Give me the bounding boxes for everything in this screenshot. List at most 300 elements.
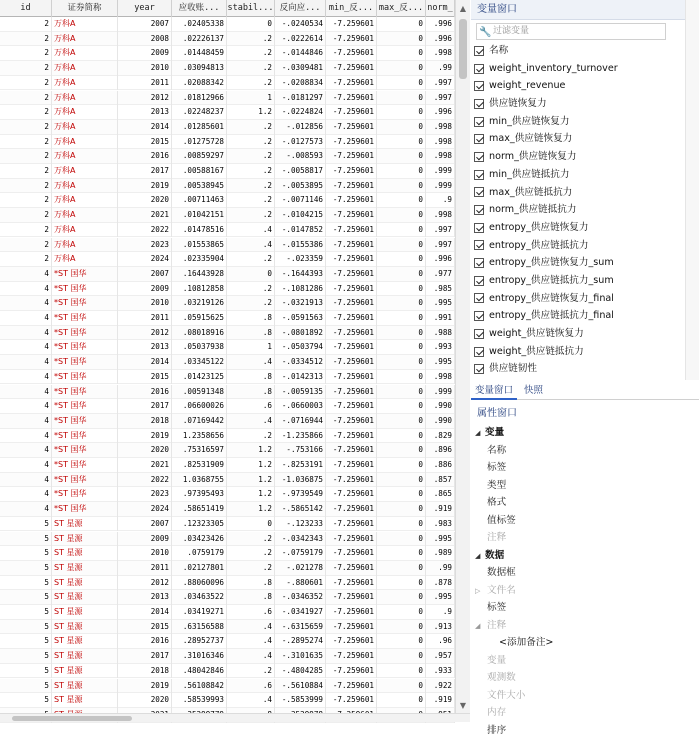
table-row[interactable] [0, 414, 455, 429]
table-cell[interactable]: *ST 国华 [52, 370, 118, 385]
table-cell[interactable]: 5 [0, 546, 52, 561]
table-row[interactable] [0, 223, 455, 238]
table-row[interactable] [0, 517, 455, 532]
table-cell[interactable]: 0 [377, 590, 426, 605]
table-cell[interactable]: 4 [0, 326, 52, 341]
table-cell[interactable]: 0 [377, 193, 426, 208]
table-cell[interactable]: ST 星源 [52, 634, 118, 649]
table-cell[interactable]: .63156588 [172, 620, 227, 635]
table-cell[interactable]: .8 [227, 576, 275, 591]
table-cell[interactable]: .8 [227, 326, 275, 341]
table-cell[interactable]: 万科A [52, 17, 118, 32]
table-cell[interactable]: .01042151 [172, 208, 227, 223]
table-cell[interactable]: -.6315659 [275, 620, 326, 635]
table-cell[interactable]: *ST 国华 [52, 267, 118, 282]
table-cell[interactable]: .829 [426, 429, 455, 444]
variable-list-item[interactable] [474, 237, 668, 255]
table-cell[interactable]: -.0053895 [275, 179, 326, 194]
table-cell[interactable]: .2 [227, 561, 275, 576]
table-cell[interactable]: *ST 国华 [52, 414, 118, 429]
table-cell[interactable]: .01275728 [172, 135, 227, 150]
table-cell[interactable]: .02335904 [172, 252, 227, 267]
table-cell[interactable]: 2019 [118, 179, 172, 194]
table-cell[interactable]: 0 [377, 149, 426, 164]
table-cell[interactable]: -.0181297 [275, 91, 326, 106]
table-cell[interactable]: 0 [377, 649, 426, 664]
table-cell[interactable]: 1 [227, 340, 275, 355]
vertical-scrollbar[interactable] [455, 0, 470, 713]
checkbox[interactable] [474, 311, 484, 321]
table-cell[interactable]: -.023359 [275, 252, 326, 267]
table-row[interactable] [0, 546, 455, 561]
table-cell[interactable]: .896 [426, 443, 455, 458]
table-row[interactable] [0, 473, 455, 488]
collapse-triangle-icon[interactable]: ◢ [475, 548, 485, 566]
table-cell[interactable]: 万科A [52, 164, 118, 179]
table-cell[interactable]: .933 [426, 664, 455, 679]
table-row[interactable] [0, 576, 455, 591]
table-cell[interactable]: -.0660003 [275, 399, 326, 414]
table-cell[interactable]: *ST 国华 [52, 429, 118, 444]
table-cell[interactable]: .99 [426, 61, 455, 76]
table-cell[interactable]: .01285601 [172, 120, 227, 135]
table-cell[interactable]: 0 [377, 164, 426, 179]
table-cell[interactable]: 2007 [118, 17, 172, 32]
table-cell[interactable]: 0 [377, 355, 426, 370]
table-cell[interactable]: .03094813 [172, 61, 227, 76]
table-cell[interactable]: 0 [377, 76, 426, 91]
table-row[interactable] [0, 238, 455, 253]
table-cell[interactable]: -.0716944 [275, 414, 326, 429]
table-cell[interactable]: .997 [426, 91, 455, 106]
table-cell[interactable]: 0 [377, 370, 426, 385]
table-cell[interactable]: .2 [227, 546, 275, 561]
table-cell[interactable]: 4 [0, 296, 52, 311]
table-cell[interactable]: .922 [426, 679, 455, 694]
table-cell[interactable]: .28952737 [172, 634, 227, 649]
table-cell[interactable]: -.0127573 [275, 135, 326, 150]
table-cell[interactable]: -7.259601 [326, 487, 377, 502]
table-cell[interactable]: .88060096 [172, 576, 227, 591]
table-cell[interactable]: 0 [227, 17, 275, 32]
table-cell[interactable]: 2022 [118, 473, 172, 488]
table-cell[interactable]: -7.259601 [326, 46, 377, 61]
table-cell[interactable]: ST 星源 [52, 605, 118, 620]
table-cell[interactable]: 万科A [52, 76, 118, 91]
collapse-triangle-icon[interactable]: ◢ [475, 618, 487, 636]
table-cell[interactable]: 0 [377, 282, 426, 297]
table-cell[interactable]: 0 [377, 208, 426, 223]
table-cell[interactable]: 2 [0, 179, 52, 194]
variable-list-item[interactable] [474, 254, 668, 272]
variable-list-item[interactable] [474, 325, 668, 343]
checkbox[interactable] [474, 134, 484, 144]
column-header-max[interactable]: max_反... [377, 0, 426, 17]
table-cell[interactable]: 万科A [52, 223, 118, 238]
table-cell[interactable]: ST 星源 [52, 590, 118, 605]
table-cell[interactable]: 0 [377, 532, 426, 547]
table-cell[interactable]: 2020 [118, 193, 172, 208]
table-cell[interactable]: ST 星源 [52, 649, 118, 664]
table-cell[interactable]: -.5865142 [275, 502, 326, 517]
table-cell[interactable]: 0 [377, 693, 426, 708]
table-cell[interactable]: 2 [0, 252, 52, 267]
checkbox[interactable] [474, 64, 484, 74]
table-cell[interactable]: 0 [377, 502, 426, 517]
table-cell[interactable]: -.0346352 [275, 590, 326, 605]
column-header-receivable[interactable]: 应收账... [172, 0, 227, 17]
table-cell[interactable]: .998 [426, 149, 455, 164]
table-cell[interactable]: 2013 [118, 590, 172, 605]
table-row[interactable] [0, 693, 455, 708]
table-cell[interactable]: -7.259601 [326, 311, 377, 326]
table-cell[interactable]: .2 [227, 532, 275, 547]
table-cell[interactable]: 4 [0, 370, 52, 385]
table-cell[interactable]: -1.036875 [275, 473, 326, 488]
table-cell[interactable]: 5 [0, 517, 52, 532]
table-cell[interactable]: -7.259601 [326, 296, 377, 311]
table-cell[interactable]: .995 [426, 590, 455, 605]
hscroll-thumb[interactable] [12, 716, 132, 721]
table-cell[interactable]: .00538945 [172, 179, 227, 194]
table-cell[interactable]: 2012 [118, 91, 172, 106]
table-cell[interactable]: .998 [426, 46, 455, 61]
table-row[interactable] [0, 487, 455, 502]
table-cell[interactable]: 2008 [118, 32, 172, 47]
column-header-norm[interactable]: norm_ [426, 0, 455, 17]
table-cell[interactable]: -7.259601 [326, 355, 377, 370]
table-cell[interactable]: ST 星源 [52, 620, 118, 635]
table-cell[interactable]: .03423426 [172, 532, 227, 547]
table-cell[interactable]: ST 星源 [52, 576, 118, 591]
checkbox[interactable] [474, 205, 484, 215]
table-cell[interactable]: 0 [377, 46, 426, 61]
table-cell[interactable]: .01478516 [172, 223, 227, 238]
table-cell[interactable]: -.0071146 [275, 193, 326, 208]
table-row[interactable] [0, 91, 455, 106]
table-cell[interactable]: .990 [426, 414, 455, 429]
table-cell[interactable]: 0 [377, 252, 426, 267]
table-row[interactable] [0, 208, 455, 223]
table-cell[interactable]: -.0104215 [275, 208, 326, 223]
variable-list-item[interactable] [474, 272, 668, 290]
table-cell[interactable]: .878 [426, 576, 455, 591]
table-cell[interactable]: .00588167 [172, 164, 227, 179]
table-row[interactable] [0, 135, 455, 150]
variables-scrollbar[interactable] [685, 0, 699, 380]
table-cell[interactable]: 2022 [118, 223, 172, 238]
table-cell[interactable]: 5 [0, 605, 52, 620]
table-cell[interactable]: .919 [426, 693, 455, 708]
table-cell[interactable]: -7.259601 [326, 458, 377, 473]
table-cell[interactable]: .82531909 [172, 458, 227, 473]
prop-data-notes[interactable]: ◢ 注释 [471, 617, 699, 635]
table-cell[interactable]: .05915625 [172, 311, 227, 326]
table-cell[interactable]: .985 [426, 282, 455, 297]
table-cell[interactable]: .03345122 [172, 355, 227, 370]
variable-list-item[interactable] [474, 95, 668, 113]
table-cell[interactable]: *ST 国华 [52, 458, 118, 473]
table-cell[interactable]: -7.259601 [326, 208, 377, 223]
table-cell[interactable]: 0 [377, 487, 426, 502]
table-cell[interactable]: -.0342343 [275, 532, 326, 547]
table-cell[interactable]: .996 [426, 32, 455, 47]
table-cell[interactable]: 1 [227, 91, 275, 106]
variable-list-item[interactable] [474, 360, 668, 378]
table-cell[interactable]: .988 [426, 326, 455, 341]
table-cell[interactable]: .999 [426, 164, 455, 179]
table-cell[interactable]: *ST 国华 [52, 473, 118, 488]
table-cell[interactable]: .08018916 [172, 326, 227, 341]
table-cell[interactable]: .31016346 [172, 649, 227, 664]
table-cell[interactable]: 4 [0, 443, 52, 458]
table-cell[interactable]: -.1644393 [275, 267, 326, 282]
checkbox[interactable] [474, 152, 484, 162]
table-cell[interactable]: 2024 [118, 252, 172, 267]
table-cell[interactable]: 万科A [52, 46, 118, 61]
table-cell[interactable]: -.880601 [275, 576, 326, 591]
table-cell[interactable]: -7.259601 [326, 252, 377, 267]
table-row[interactable] [0, 679, 455, 694]
table-cell[interactable]: 0 [377, 91, 426, 106]
table-cell[interactable]: .10812858 [172, 282, 227, 297]
table-cell[interactable]: .2 [227, 61, 275, 76]
variable-filter-input[interactable] [476, 23, 666, 40]
table-cell[interactable]: 2013 [118, 340, 172, 355]
variable-list-item[interactable] [474, 219, 668, 237]
table-cell[interactable]: .9 [426, 193, 455, 208]
table-cell[interactable]: -.0222614 [275, 32, 326, 47]
table-cell[interactable]: 5 [0, 532, 52, 547]
table-row[interactable] [0, 193, 455, 208]
checkbox[interactable] [474, 187, 484, 197]
table-cell[interactable]: 4 [0, 487, 52, 502]
table-cell[interactable]: -7.259601 [326, 238, 377, 253]
table-cell[interactable]: .05037938 [172, 340, 227, 355]
table-cell[interactable]: .990 [426, 399, 455, 414]
table-cell[interactable]: 万科A [52, 149, 118, 164]
table-row[interactable] [0, 502, 455, 517]
table-cell[interactable]: 2 [0, 91, 52, 106]
table-cell[interactable]: .996 [426, 252, 455, 267]
table-cell[interactable]: .857 [426, 473, 455, 488]
checkbox[interactable] [474, 99, 484, 109]
table-cell[interactable]: .4 [227, 223, 275, 238]
table-cell[interactable]: 万科A [52, 61, 118, 76]
table-cell[interactable]: -7.259601 [326, 326, 377, 341]
expand-triangle-icon[interactable]: ▷ [475, 583, 487, 601]
table-cell[interactable]: .957 [426, 649, 455, 664]
table-cell[interactable]: 4 [0, 502, 52, 517]
table-cell[interactable]: 0 [377, 517, 426, 532]
table-cell[interactable]: 1.2 [227, 458, 275, 473]
table-cell[interactable]: .07169442 [172, 414, 227, 429]
variable-list-item[interactable] [474, 148, 668, 166]
checkbox[interactable] [474, 117, 484, 127]
table-cell[interactable]: *ST 国华 [52, 487, 118, 502]
table-cell[interactable]: 2009 [118, 532, 172, 547]
table-cell[interactable]: -7.259601 [326, 517, 377, 532]
table-cell[interactable]: -7.259601 [326, 17, 377, 32]
table-cell[interactable]: -.4804285 [275, 664, 326, 679]
table-cell[interactable]: 2016 [118, 634, 172, 649]
column-header-stability[interactable]: stabil... [227, 0, 275, 17]
table-cell[interactable]: 2015 [118, 370, 172, 385]
table-cell[interactable]: -7.259601 [326, 267, 377, 282]
column-header-name[interactable]: 证券简称 [52, 0, 118, 17]
table-row[interactable] [0, 120, 455, 135]
table-cell[interactable]: 4 [0, 429, 52, 444]
table-cell[interactable]: .03463522 [172, 590, 227, 605]
table-cell[interactable]: .996 [426, 17, 455, 32]
table-cell[interactable]: 0 [377, 179, 426, 194]
table-cell[interactable]: 0 [377, 679, 426, 694]
table-cell[interactable]: .2 [227, 164, 275, 179]
table-cell[interactable]: 2015 [118, 620, 172, 635]
table-cell[interactable]: .997 [426, 238, 455, 253]
table-row[interactable] [0, 355, 455, 370]
table-cell[interactable]: .4 [227, 414, 275, 429]
table-row[interactable] [0, 385, 455, 400]
table-cell[interactable]: ST 星源 [52, 693, 118, 708]
scroll-down-icon[interactable]: ▼ [456, 699, 470, 713]
variable-list-item[interactable] [474, 307, 668, 325]
collapse-triangle-icon[interactable]: ◢ [475, 425, 485, 443]
table-cell[interactable]: 5 [0, 620, 52, 635]
table-cell[interactable]: -7.259601 [326, 649, 377, 664]
table-cell[interactable]: 2019 [118, 679, 172, 694]
table-cell[interactable]: 2010 [118, 546, 172, 561]
table-cell[interactable]: -.0240534 [275, 17, 326, 32]
table-cell[interactable]: .995 [426, 532, 455, 547]
table-cell[interactable]: 2007 [118, 267, 172, 282]
table-cell[interactable]: -7.259601 [326, 164, 377, 179]
prop-filename[interactable]: ▷ 文件名 [471, 582, 699, 600]
table-cell[interactable]: 0 [377, 414, 426, 429]
table-cell[interactable]: -7.259601 [326, 76, 377, 91]
variable-list-item[interactable] [474, 166, 668, 184]
table-cell[interactable]: -7.259601 [326, 32, 377, 47]
table-cell[interactable]: 万科A [52, 32, 118, 47]
table-cell[interactable]: 1.2 [227, 105, 275, 120]
table-cell[interactable]: .4 [227, 693, 275, 708]
table-cell[interactable]: -.0503794 [275, 340, 326, 355]
table-row[interactable] [0, 267, 455, 282]
variable-list-item[interactable] [474, 60, 668, 78]
table-cell[interactable]: .4 [227, 620, 275, 635]
table-cell[interactable]: -.1081286 [275, 282, 326, 297]
table-cell[interactable]: 2014 [118, 120, 172, 135]
table-cell[interactable]: 0 [377, 120, 426, 135]
table-row[interactable] [0, 590, 455, 605]
table-cell[interactable]: -7.259601 [326, 620, 377, 635]
variable-list-item[interactable] [474, 113, 668, 131]
group-variable[interactable]: ◢ 变量 [471, 424, 699, 442]
table-cell[interactable]: 2020 [118, 693, 172, 708]
tab-variables[interactable]: 变量窗口 [471, 382, 517, 400]
table-cell[interactable]: 2013 [118, 105, 172, 120]
table-cell[interactable]: 1.2 [227, 502, 275, 517]
table-cell[interactable]: .2 [227, 282, 275, 297]
table-cell[interactable]: 2017 [118, 399, 172, 414]
table-cell[interactable]: .2 [227, 135, 275, 150]
table-cell[interactable]: -7.259601 [326, 414, 377, 429]
table-cell[interactable]: -.0759179 [275, 546, 326, 561]
table-cell[interactable]: 万科A [52, 105, 118, 120]
table-cell[interactable]: 2 [0, 193, 52, 208]
table-cell[interactable]: .993 [426, 340, 455, 355]
table-cell[interactable]: 2021 [118, 208, 172, 223]
table-cell[interactable]: 5 [0, 664, 52, 679]
table-cell[interactable]: .977 [426, 267, 455, 282]
table-cell[interactable]: .919 [426, 502, 455, 517]
table-cell[interactable]: 2010 [118, 296, 172, 311]
table-row[interactable] [0, 164, 455, 179]
table-cell[interactable]: .2 [227, 46, 275, 61]
table-cell[interactable]: .997 [426, 223, 455, 238]
table-cell[interactable]: .99 [426, 561, 455, 576]
variable-list-item[interactable] [474, 290, 668, 308]
table-cell[interactable]: -.0341927 [275, 605, 326, 620]
table-cell[interactable]: 2 [0, 76, 52, 91]
table-cell[interactable]: .998 [426, 135, 455, 150]
table-cell[interactable]: -.021278 [275, 561, 326, 576]
table-row[interactable] [0, 105, 455, 120]
table-cell[interactable]: 0 [377, 296, 426, 311]
checkbox[interactable] [474, 276, 484, 286]
table-cell[interactable]: 2023 [118, 238, 172, 253]
table-cell[interactable]: 2019 [118, 429, 172, 444]
table-cell[interactable]: .4 [227, 634, 275, 649]
table-cell[interactable]: -7.259601 [326, 179, 377, 194]
select-all-checkbox[interactable] [474, 46, 484, 56]
table-cell[interactable]: -.0321913 [275, 296, 326, 311]
table-cell[interactable]: .2 [227, 149, 275, 164]
horizontal-scrollbar[interactable] [0, 713, 470, 722]
table-cell[interactable]: 2011 [118, 311, 172, 326]
table-cell[interactable]: *ST 国华 [52, 326, 118, 341]
table-cell[interactable]: 4 [0, 385, 52, 400]
column-header-min[interactable]: min_反... [326, 0, 377, 17]
table-cell[interactable]: -7.259601 [326, 429, 377, 444]
table-cell[interactable]: 0 [377, 238, 426, 253]
table-cell[interactable]: -.0309481 [275, 61, 326, 76]
table-cell[interactable]: .00591348 [172, 385, 227, 400]
table-cell[interactable]: .8 [227, 590, 275, 605]
table-cell[interactable]: -.5610884 [275, 679, 326, 694]
table-cell[interactable]: -.0591563 [275, 311, 326, 326]
table-cell[interactable]: 4 [0, 458, 52, 473]
checkbox[interactable] [474, 81, 484, 91]
table-cell[interactable]: -.0144846 [275, 46, 326, 61]
table-cell[interactable]: 2 [0, 105, 52, 120]
table-cell[interactable]: .2 [227, 76, 275, 91]
table-cell[interactable]: 2 [0, 17, 52, 32]
table-cell[interactable]: 2 [0, 238, 52, 253]
table-row[interactable] [0, 149, 455, 164]
table-cell[interactable]: -7.259601 [326, 340, 377, 355]
table-cell[interactable]: .16443928 [172, 267, 227, 282]
table-cell[interactable]: -7.259601 [326, 120, 377, 135]
table-cell[interactable]: .06600026 [172, 399, 227, 414]
table-cell[interactable]: 4 [0, 399, 52, 414]
table-row[interactable] [0, 370, 455, 385]
table-cell[interactable]: 万科A [52, 135, 118, 150]
table-cell[interactable]: .8 [227, 311, 275, 326]
table-cell[interactable]: 0 [377, 443, 426, 458]
table-cell[interactable]: *ST 国华 [52, 443, 118, 458]
table-cell[interactable]: -7.259601 [326, 149, 377, 164]
